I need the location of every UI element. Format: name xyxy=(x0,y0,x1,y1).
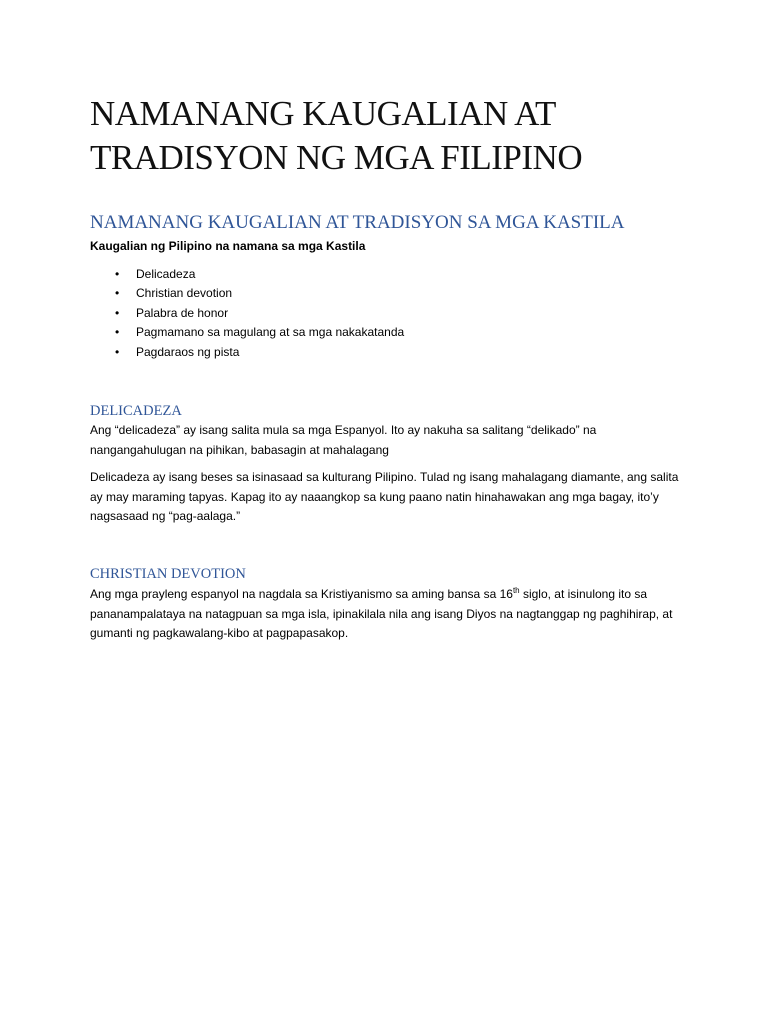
list-item-text: Delicadeza xyxy=(136,267,196,281)
bullet-icon: • xyxy=(115,286,120,301)
delicadeza-heading: DELICADEZA xyxy=(90,403,182,419)
bullet-icon: • xyxy=(115,325,120,340)
list-item xyxy=(90,323,404,342)
delicadeza-paragraph-2: Delicadeza ay isang beses sa isinasaad sa kulturang Pilipino. Tulad ng isang mahalagang diamante, ang salita ay may maraming tapyas. Kapag ito ay naaangkop sa kung paano natin hinahawakan ang mga bagay, ito’y nagsasaad ng “pag-aalaga.” xyxy=(90,470,679,523)
list-item-text: Pagmamano sa magulang at sa mga nakakatanda xyxy=(136,325,405,340)
list-item-text: Palabra de honor xyxy=(136,305,229,320)
list-item xyxy=(90,343,404,362)
document-title: NAMANANG KAUGALIAN AT TRADISYON NG MGA FILIPINO xyxy=(90,94,583,177)
list-item xyxy=(90,284,404,303)
christian-devotion-paragraph xyxy=(90,585,690,644)
list-item xyxy=(90,304,404,323)
bullet-icon: • xyxy=(115,344,120,359)
christian-devotion-heading: CHRISTIAN DEVOTION xyxy=(90,566,246,582)
bullet-icon: • xyxy=(115,305,120,320)
ordinal-suffix: th xyxy=(512,586,520,595)
section-heading-spanish: NAMANANG KAUGALIAN AT TRADISYON SA MGA KASTILA xyxy=(90,212,625,233)
list-item-text: Pagdaraos ng pista xyxy=(136,344,240,359)
paragraph-text-start: Ang mga prayleng espanyol na nagdala sa Kristiyanismo sa aming bansa sa 16 xyxy=(90,587,513,601)
list-item-text: Christian devotion xyxy=(136,286,233,301)
traits-list xyxy=(90,265,404,362)
delicadeza-paragraph-1: Ang “delicadeza” ay isang salita mula sa mga Espanyol. Ito ay nakuha sa salitang “delikado” na nangangahulugan na pihikan, babasagin at mahalagang xyxy=(90,423,597,457)
section-subheading: Kaugalian ng Pilipino na namana sa mga Kastila xyxy=(90,239,366,253)
bullet-icon: • xyxy=(115,267,120,281)
paragraph-text-end: siglo, at isinulong ito sa pananampalataya na natagpuan sa mga isla, ipinakilala nila ang isang Diyos na nagtanggap ng paghihirap, at gumanti ng pagkawalang-kibo at pagpapasakop. xyxy=(90,587,673,640)
list-item xyxy=(90,265,404,284)
